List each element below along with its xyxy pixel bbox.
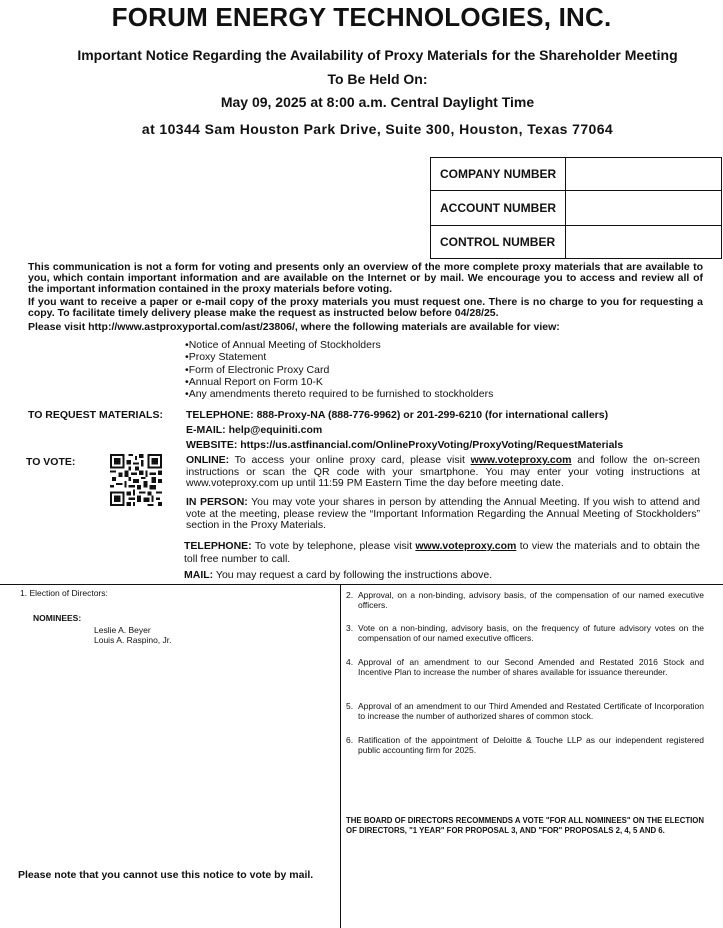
held-on-heading: To Be Held On: xyxy=(327,71,428,87)
proposal-text: Vote on a non-binding, advisory basis, on the frequency of future advisory votes on the compensation of our named executive officers. xyxy=(358,623,704,643)
list-item: • Form of Electronic Proxy Card xyxy=(185,364,493,376)
mail-text: You may request a card by following the instructions above. xyxy=(213,569,493,581)
proposal-number: 5. xyxy=(346,701,354,711)
list-item: • Annual Report on Form 10-K xyxy=(185,376,493,388)
board-recommendation: THE BOARD OF DIRECTORS RECOMMENDS A VOTE "FOR ALL NOMINEES" ON THE ELECTION OF DIRECTORS, "1 YEAR" FOR PROPOSAL 3, AND "FOR" PROPOSALS 2, 4, 5 AND 6. xyxy=(346,816,704,835)
request-website: WEBSITE: https://us.astfinancial.com/OnlineProxyVoting/ProxyVoting/RequestMaterials xyxy=(186,439,624,451)
proposal-4 xyxy=(346,657,704,677)
proposal-text: Approval of an amendment to our Second Amended and Restated 2016 Stock and Incentive Plan to increase the number of shares available for issuance thereunder. xyxy=(358,657,704,677)
meeting-address: at 10344 Sam Houston Park Drive, Suite 300, Houston, Texas 77064 xyxy=(141,121,614,137)
mail-note: Please note that you cannot use this notice to vote by mail. xyxy=(18,869,314,881)
company-name: FORUM ENERGY TECHNOLOGIES, INC. xyxy=(111,2,612,32)
request-materials-label: TO REQUEST MATERIALS: xyxy=(28,409,163,421)
materials-url-paragraph: Please visit http://www.astproxyportal.com/ast/23806/, where the following materials are available for view: xyxy=(28,321,560,333)
proposal-5 xyxy=(346,701,704,721)
nominee-name: Louis A. Raspino, Jr. xyxy=(94,635,172,645)
account-number-label: ACCOUNT NUMBER xyxy=(431,191,566,226)
voteproxy-link[interactable]: www.voteproxy.com xyxy=(415,540,517,552)
in-person-label: IN PERSON: xyxy=(186,496,248,508)
proposal-number: 4. xyxy=(346,657,354,667)
vote-in-person-paragraph xyxy=(186,497,700,532)
request-email: E-MAIL: help@equiniti.com xyxy=(186,424,323,436)
account-number-field xyxy=(566,191,722,226)
notice-heading: Important Notice Regarding the Availability of Proxy Materials for the Shareholder Meeting xyxy=(77,47,678,63)
proposal-3 xyxy=(346,623,704,643)
proposal-number: 2. xyxy=(346,590,354,600)
online-label: ONLINE: xyxy=(186,454,230,466)
section-divider xyxy=(0,584,723,585)
nominees-label: NOMINEES: xyxy=(33,613,82,623)
online-text-continued: and follow the on-screen instructions or scan the QR code with your smartphone. You may enter your voting instructions at www.voteproxy.com up until 11:59 PM Eastern Time the day before meeting date. xyxy=(186,454,700,490)
proposal-2 xyxy=(346,590,704,610)
proposal-text: Approval of an amendment to our Third Amended and Restated Certificate of Incorporation to increase the number of authorized shares of common stock. xyxy=(358,701,704,721)
meeting-date: May 09, 2025 at 8:00 a.m. Central Daylight Time xyxy=(220,94,535,110)
list-item: • Proxy Statement xyxy=(185,351,493,363)
online-text: To access your online proxy card, please visit xyxy=(229,454,471,466)
telephone-label: TELEPHONE: xyxy=(184,540,252,552)
company-number-label: COMPANY NUMBER xyxy=(431,158,566,191)
intro-paragraph: This communication is not a form for voting and presents only an overview of the more complete proxy materials that are available to you, which contain important information and are available on the Internet or by mail. We encourage you to access and review all of the important information contained in the proxy materials before voting. xyxy=(28,261,703,295)
list-item: • Notice of Annual Meeting of Stockholders xyxy=(185,339,493,351)
control-number-field xyxy=(566,226,722,259)
voteproxy-link[interactable]: www.voteproxy.com xyxy=(470,454,572,466)
proposal-text: Ratification of the appointment of Deloitte & Touche LLP as our independent registered public accounting firm for 2025. xyxy=(358,735,704,755)
mail-label: MAIL: xyxy=(184,569,214,581)
vote-telephone-paragraph xyxy=(184,540,700,566)
proposal-1-title: 1. Election of Directors: xyxy=(20,588,108,598)
proposal-6 xyxy=(346,735,704,755)
list-item: • Any amendments thereto required to be furnished to stockholders xyxy=(185,388,493,400)
proposal-number: 6. xyxy=(346,735,354,745)
request-copy-paragraph: If you want to receive a paper or e-mail copy of the proxy materials you must request one. There is no charge to you for requesting a copy. To facilitate timely delivery please make the request as instructed below before 04/28/25. xyxy=(28,296,703,319)
in-person-text: You may vote your shares in person by attending the Annual Meeting. If you wish to attend and vote at the meeting, please review the “Important Information Regarding the Annual Meeting of Stockholders” section in the Proxy Materials. xyxy=(186,496,700,532)
control-number-label: CONTROL NUMBER xyxy=(431,226,566,259)
nominee-name: Leslie A. Beyer xyxy=(94,625,151,635)
column-divider xyxy=(340,584,341,928)
numbers-box xyxy=(430,157,722,259)
company-number-field xyxy=(566,158,722,191)
request-telephone: TELEPHONE: 888-Proxy-NA (888-776-9962) or 201-299-6210 (for international callers) xyxy=(186,409,609,421)
qr-code-icon xyxy=(110,454,162,506)
proposal-text: Approval, on a non-binding, advisory basis, of the compensation of our named executive officers. xyxy=(358,590,704,610)
proposal-number: 3. xyxy=(346,623,354,633)
vote-mail-paragraph xyxy=(184,570,700,582)
to-vote-label: TO VOTE: xyxy=(26,456,76,468)
materials-list xyxy=(185,339,493,400)
vote-online-paragraph xyxy=(186,455,700,490)
telephone-text: To vote by telephone, please visit xyxy=(251,540,416,552)
telephone-text-continued: to view the materials and to obtain the toll free number to call. xyxy=(184,540,700,565)
